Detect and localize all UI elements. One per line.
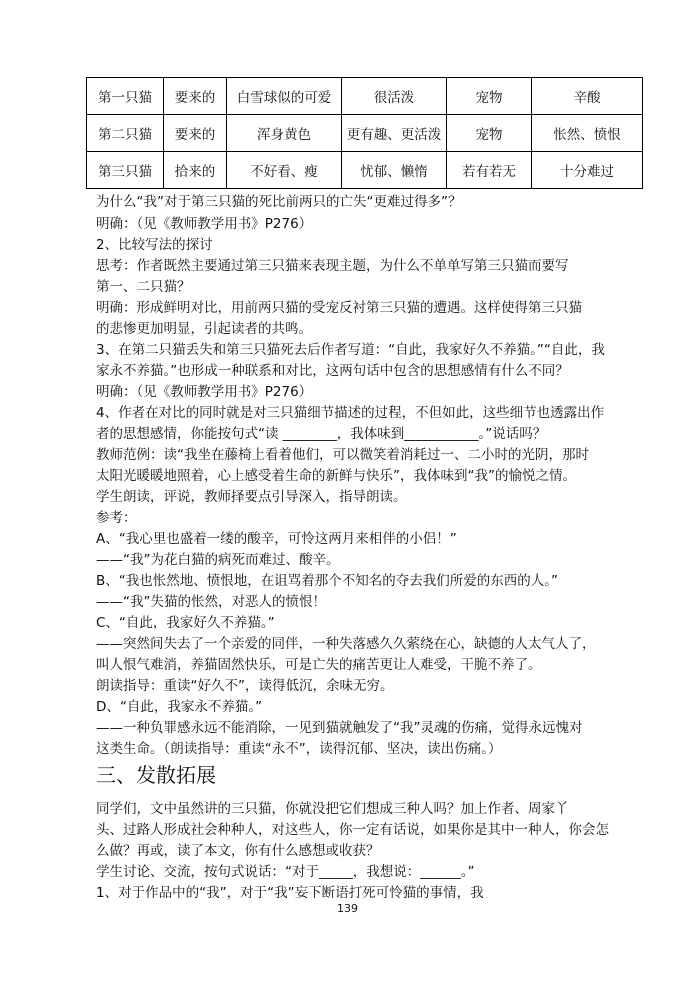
text-line: 的悲惨更加明显，引起读者的共鸣。: [96, 321, 312, 337]
text-line: 同学们，文中虽然讲的三只猫，你就没把它们想成三种人吗？加上作者、周家丫: [96, 801, 569, 817]
text-line: 为什么“我”对于第三只猫的死比前两只的亡失“更难过得多”？: [96, 194, 462, 210]
page-number: 139: [337, 902, 358, 915]
text-line: 教师范例：读“我坐在藤椅上看着他们，可以微笑着消耗过一、二小时的光阴，那时: [96, 447, 589, 463]
text-line: D、“自此，我家永不养猫。”: [96, 699, 263, 715]
text-line: 思考：作者既然主要通过第三只猫来表现主题，为什么不单单写第三只猫而要写: [96, 258, 569, 274]
table-cell: 要来的: [164, 115, 227, 152]
text-line: 者的思想感情，你能按句式“读 ________，我体味到___________。”说话吗？: [96, 426, 547, 442]
text-line: 学生朗读，评说，教师择要点引导深入，指导朗读。: [96, 489, 407, 505]
text-line: 学生讨论、交流，按句式说话：“对于_____，我想说：______。”: [96, 864, 475, 880]
text-line: C、“自此，我家好久不养猫。”: [96, 615, 275, 631]
text-line: 么做？再或，读了本文，你有什么感想或收获？: [96, 843, 380, 859]
text-line: ——一种负罪感永远不能消除，一见到猫就触发了“我”灵魂的伤痛，觉得永远愧对: [96, 720, 583, 736]
table-row: [87, 115, 643, 152]
text-line: A、“我心里也盛着一缕的酸辛，可怜这两月来相伴的小侣！”: [96, 531, 457, 547]
text-line: 1、对于作品中的“我”，对于“我”妄下断语打死可怜猫的事情，我: [96, 885, 484, 901]
table-cell: 若有若无: [447, 152, 532, 189]
table-cell: 宠物: [447, 115, 532, 152]
table-cell: 辛酸: [532, 78, 643, 115]
text-line: 3、在第二只猫丢失和第三只猫死去后作者写道：“自此，我家好久不养猫。”“自此，我: [96, 342, 605, 358]
text-line: 4、作者在对比的同时就是对三只猫细节描述的过程，不但如此，这些细节也透露出作: [96, 405, 605, 421]
text-line: 朗读指导：重读“好久不”，读得低沉，余味无穷。: [96, 678, 394, 694]
table-cell: 浑身黄色: [227, 115, 342, 152]
table-cell: 拾来的: [164, 152, 227, 189]
text-line: 家永不养猫。”也形成一种联系和对比，这两句话中包含的思想感情有什么不同？: [96, 363, 569, 379]
text-line: 明确：（见《教师教学用书》P276）: [96, 216, 313, 232]
table-cell: 第三只猫: [87, 152, 164, 189]
text-line: 太阳光暖暖地照着，心上感受着生命的新鲜与快乐”，我体味到“我”的愉悦之情。: [96, 468, 576, 484]
text-line: 明确：（见《教师教学用书》P276）: [96, 384, 313, 400]
text-line: 第一、二只猫？: [96, 279, 191, 295]
text-line: 明确：形成鲜明对比，用前两只猫的受宠反衬第三只猫的遭遇。这样使得第三只猫: [96, 300, 582, 316]
table-row: [87, 152, 643, 189]
table-cell: 宠物: [447, 78, 532, 115]
table-cell: 不好看、瘦: [227, 152, 342, 189]
table-cell: 很活泼: [342, 78, 447, 115]
table-cell: 白雪球似的可爱: [227, 78, 342, 115]
section-heading: 三、发散拓展: [96, 763, 216, 787]
table-cell: 更有趣、更活泼: [342, 115, 447, 152]
table-cell: 十分难过: [532, 152, 643, 189]
table-row: [87, 78, 643, 115]
text-line: 叫人恨气难消，养猫固然快乐，可是亡失的痛苦更让人难受，干脆不养了。: [96, 657, 542, 673]
table-cell: 第一只猫: [87, 78, 164, 115]
text-line: 头、过路人形成社会种种人，对这些人，你一定有话说，如果你是其中一种人，你会怎: [96, 822, 609, 838]
table-cell: 怅然、愤恨: [532, 115, 643, 152]
table-cell: 忧郁、懒惰: [342, 152, 447, 189]
text-line: 这类生命。（朗读指导：重读“永不”，读得沉郁、坚决，读出伤痛。）: [96, 741, 502, 757]
table-cell: 第二只猫: [87, 115, 164, 152]
text-line: B、“我也怅然地、愤恨地，在诅骂着那个不知名的夺去我们所爱的东西的人。”: [96, 573, 558, 589]
text-line: ——“我”为花白猫的病死而难过、酸辛。: [96, 552, 340, 568]
text-line: 2、比较写法的探讨: [96, 237, 213, 253]
text-line: ——突然间失去了一个亲爱的同伴，一种失落感久久萦绕在心，缺德的人太气人了，: [96, 636, 596, 652]
text-line: ——“我”失猫的怅然，对恶人的愤恨！: [96, 594, 326, 610]
cats-comparison-table: [86, 77, 643, 189]
table-cell: 要来的: [164, 78, 227, 115]
text-line: 参考：: [96, 510, 137, 526]
